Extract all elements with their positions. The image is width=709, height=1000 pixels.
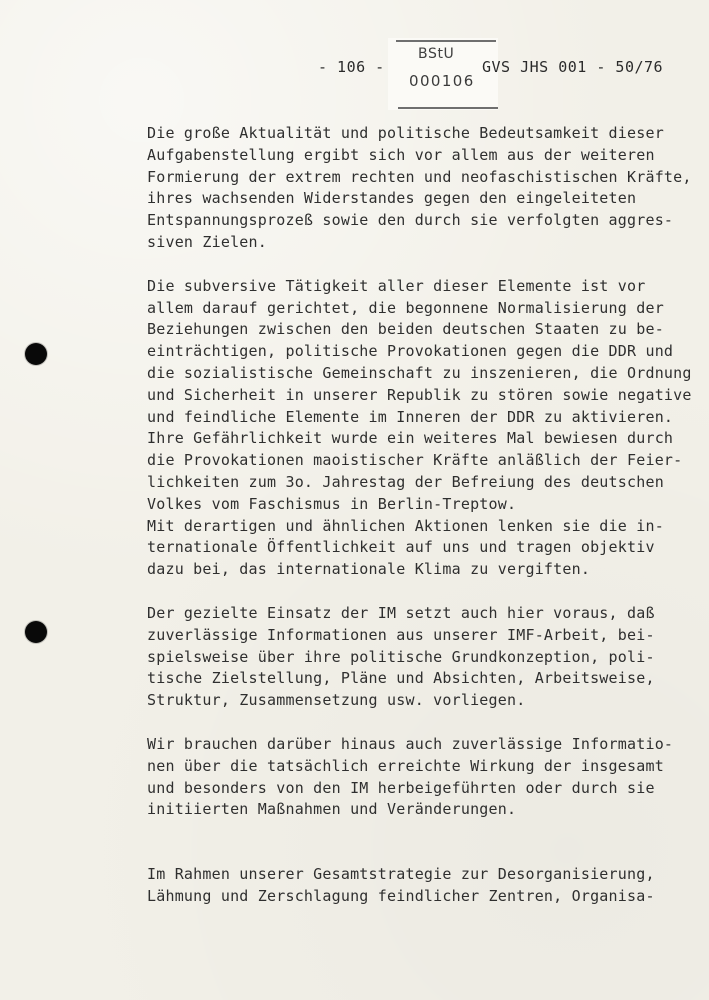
stamp-top-line xyxy=(396,40,496,42)
paragraph-1-line-3: Formierung der extrem rechten und neofaschistischen Kräfte, xyxy=(147,167,692,186)
paragraph-2-line-9: die Provokationen maoistischer Kräfte anläßlich der Feier- xyxy=(147,451,683,470)
paragraph-4-line-1: Der gezielte Einsatz der IM setzt auch hier voraus, daß xyxy=(147,603,655,622)
paragraph-1-line-5: Entspannungsprozeß sowie den durch sie verfolgten aggres- xyxy=(147,211,674,230)
document-reference: GVS JHS 001 - 50/76 xyxy=(482,58,664,76)
paragraph-3 xyxy=(147,516,667,581)
paragraph-4-line-2: zuverlässige Informationen aus unserer IMF-Arbeit, bei- xyxy=(147,625,655,644)
stamp-label: BStU xyxy=(418,46,455,62)
paragraph-1-line-1: Die große Aktualität und politische Bedeutsamkeit dieser xyxy=(147,124,664,142)
paragraph-2 xyxy=(147,276,692,516)
paragraph-2-line-5: die sozialistische Gemeinschaft zu inszenieren, die Ordnung xyxy=(147,363,692,382)
paragraph-4-line-4: tische Zielstellung, Pläne und Absichten, Arbeitsweise, xyxy=(147,669,655,688)
page-number: - 106 - xyxy=(318,58,385,76)
paragraph-3-line-1: Mit derartigen und ähnlichen Aktionen lenken sie die in- xyxy=(147,516,664,535)
paragraph-3-line-3: dazu bei, das internationale Klima zu vergiften. xyxy=(147,560,591,579)
paragraph-1-line-6: siven Zielen. xyxy=(147,232,267,251)
stamp-bottom-line xyxy=(398,107,498,109)
paragraph-1-line-2: Aufgabenstellung ergibt sich vor allem aus der weiteren xyxy=(147,145,655,164)
paragraph-6-line-2: Lähmung und Zerschlagung feindlicher Zentren, Organisa- xyxy=(147,886,655,905)
paragraph-1 xyxy=(147,123,692,254)
paragraph-6-line-1: Im Rahmen unserer Gesamtstrategie zur Desorganisierung, xyxy=(147,865,655,884)
paragraph-4-line-3: spielsweise über ihre politische Grundkonzeption, poli- xyxy=(147,647,655,666)
paragraph-2-line-8: Ihre Gefährlichkeit wurde ein weiteres Mal bewiesen durch xyxy=(147,429,674,448)
punch-hole-bottom-icon xyxy=(25,621,47,643)
paragraph-2-line-4: einträchtigen, politische Provokationen gegen die DDR und xyxy=(147,342,674,361)
paragraph-5-line-3: und besonders von den IM herbeigeführten oder durch sie xyxy=(147,778,655,797)
paragraph-6 xyxy=(147,864,667,908)
paragraph-5-line-4: initiierten Maßnahmen und Veränderungen. xyxy=(147,800,517,819)
paragraph-3-line-2: ternationale Öffentlichkeit auf uns und tragen objektiv xyxy=(147,538,655,557)
paragraph-2-line-10: lichkeiten zum 3o. Jahrestag der Befreiung des deutschen xyxy=(147,472,664,491)
body-text xyxy=(147,123,692,908)
paragraph-4-line-5: Struktur, Zusammensetzung usw. vorliegen. xyxy=(147,691,526,710)
paragraph-2-line-2: allem darauf gerichtet, die begonnene Normalisierung der xyxy=(147,298,664,317)
punch-hole-top-icon xyxy=(25,343,47,365)
paragraph-2-line-3: Beziehungen zwischen den beiden deutschen Staaten zu be- xyxy=(147,320,664,339)
paragraph-4 xyxy=(147,603,667,712)
paragraph-5-line-1: Wir brauchen darüber hinaus auch zuverlässige Informatio- xyxy=(147,734,674,753)
stamp-number: 000106 xyxy=(409,72,475,90)
paragraph-5-line-2: nen über die tatsächlich erreichte Wirkung der insgesamt xyxy=(147,756,664,775)
paragraph-5 xyxy=(147,734,674,821)
paragraph-2-line-6: und Sicherheit in unserer Republik zu stören sowie negative xyxy=(147,385,692,404)
paragraph-2-line-1: Die subversive Tätigkeit aller dieser Elemente ist vor xyxy=(147,276,646,295)
paragraph-1-line-4: ihres wachsenden Widerstandes gegen den eingeleiteten xyxy=(147,189,637,208)
paragraph-2-line-11: Volkes vom Faschismus in Berlin-Treptow. xyxy=(147,494,517,513)
paragraph-2-line-7: und feindliche Elemente im Inneren der DDR zu aktivieren. xyxy=(147,407,674,426)
